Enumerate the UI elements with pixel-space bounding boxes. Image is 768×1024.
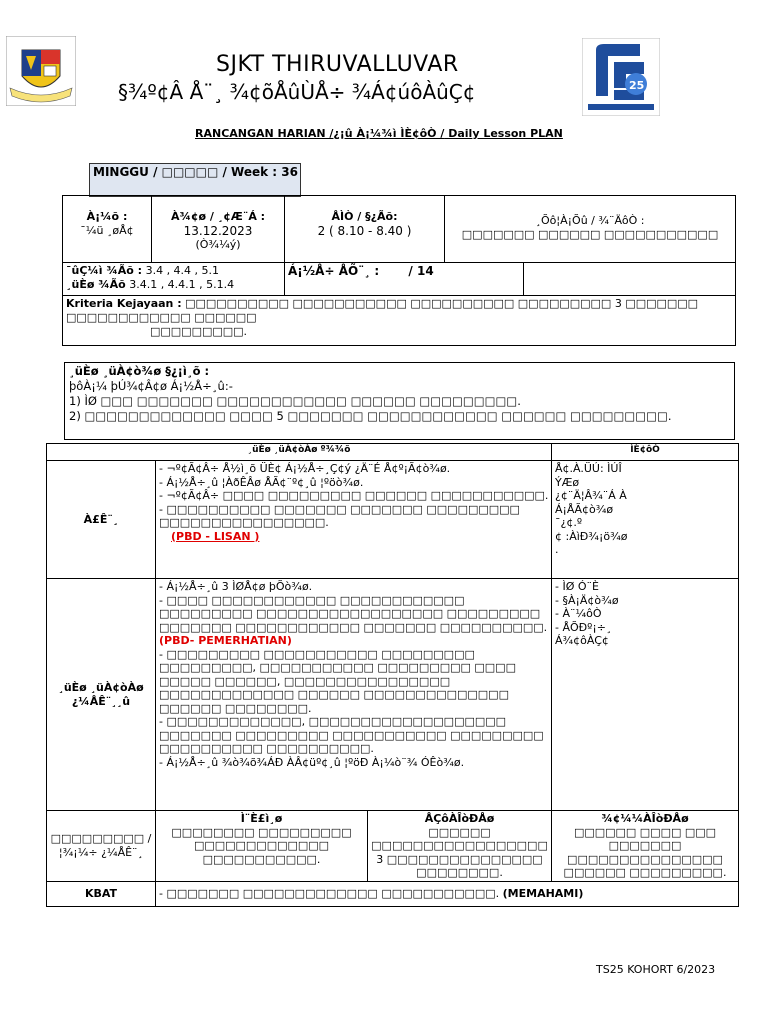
topic-cell bbox=[445, 196, 736, 263]
differentiation-text: □□□□□□ □□□□□□□□□□□□□□□□□ 3 □□□□□□□□□□□□□□□ □□□□□□□□. bbox=[371, 825, 548, 879]
objectives-heading: ¸üÈø ¸üÀ¢ò¾ø §¿¡ì¸õ : bbox=[69, 364, 210, 378]
objective-item: 1) ÌØ □□□ □□□□□□□ □□□□□□□□□□□□ □□□□□□ □□□□□□□□□. bbox=[69, 394, 521, 408]
criteria-label: Kriteria Kejayaan : bbox=[66, 297, 182, 310]
note-line: ¿¢¨Ä¦Â¾¨Á À bbox=[555, 489, 627, 502]
objective-item: 2) □□□□□□□□□□□□□ □□□□ 5 □□□□□□□ □□□□□□□□□□□□ □□□□□□ □□□□□□□□□. bbox=[69, 409, 672, 423]
activity-line: - Á¡½Å÷¸û ¾ò¾õ¾ÁÐ ÀÂ¢üº¢¸û ¦ºöÐ À¡¼ò¨¾ ÓÊò¾ø. bbox=[159, 755, 465, 769]
standard-label: ¯ûÇ¼ì ¾Ãõ : bbox=[66, 264, 143, 277]
ts25-logo bbox=[582, 38, 660, 116]
kbat-text: - □□□□□□□ □□□□□□□□□□□□□ □□□□□□□□□□□. bbox=[159, 886, 500, 900]
step-name: ¸üÈø ¸üÀ¢òÀø ¿¼ÅÊ¨¸¸û bbox=[47, 579, 156, 811]
note-line: - §À¡Ä¢ò¾ø bbox=[555, 593, 619, 607]
activity-line: □□□□□□□□□□ □□□□□□□□□□. bbox=[159, 742, 374, 755]
criteria-text-continued: □□□□□□□□□. bbox=[150, 325, 248, 338]
criteria-cell bbox=[63, 296, 736, 346]
differentiation-title: ÅÇôÀÎòÐÅø bbox=[424, 812, 495, 825]
step-activities bbox=[156, 461, 552, 579]
note-line: ¯¿¢.º bbox=[555, 516, 583, 529]
assessment-tag: (PBD - LISAN ) bbox=[171, 529, 260, 543]
activity-line: - ¬º¢Ã¢Â÷ Å½ì¸õ ÜÈ¢ Á¡½Å÷¸Ç¢ý ¿Ä¨É Å¢º¡Ã¢ò¾ø. bbox=[159, 462, 451, 475]
footer-text: TS25 KOHORT 6/2023 bbox=[596, 963, 716, 976]
activity-header: ¸üÈø ¸üÀ¢òÀø º¾¾õ bbox=[47, 444, 552, 461]
plan-title: RANCANGAN HARIAN /¿¡û À¡¼¾ì ÌÈ¢ôÒ / Daily Lesson PLAN bbox=[195, 127, 563, 140]
criteria-text: □□□□□□□□□□ □□□□□□□□□□□ □□□□□□□□□□ □□□□□□□□□ 3 □□□□□□□ □□□□□□□□□□□□ □□□□□□ bbox=[66, 297, 699, 324]
activity-line: - Á¡½Å÷¸û ¦ÀðÊÂø ÅÃ¢¨º¢¸û ¦ºöò¾ø. bbox=[159, 475, 364, 489]
svg-text:25: 25 bbox=[629, 79, 645, 92]
lesson-info-table bbox=[62, 195, 736, 346]
activity-line: □□□□□□ □□□□□□□□. bbox=[159, 701, 312, 715]
step-notes bbox=[552, 461, 739, 579]
note-line: Å¢.À.ÜÚ: ÌÚÎ bbox=[555, 462, 622, 475]
note-line: ÝÆø bbox=[555, 475, 580, 489]
activity-line: - □□□□□□□□□□ □□□□□□□ □□□□□□□ □□□□□□□□□ □□□□□□□□□□□□□□□□. bbox=[159, 502, 520, 529]
school-name: SJKT THIRUVALLUVAR bbox=[216, 52, 459, 77]
step-name: À£Ê¨¸ bbox=[47, 461, 156, 579]
date-label: À¾¢ø / ¸¢Æ¨Á : bbox=[170, 210, 266, 223]
note-line: Á¡ÅÃ¢ò¾ø bbox=[555, 502, 614, 516]
note-line: - ÌØ Ó¨È bbox=[555, 580, 599, 593]
day-value: (Ò¾¼ý) bbox=[195, 238, 241, 251]
subject-label: À¡¼õ : bbox=[86, 210, 128, 223]
activity-line: □□□□□ □□□□□□, □□□□□□□□□□□□□□□□ □□□□□□□□□□□□□ □□□□□□ □□□□□□□□□□□□□□ bbox=[159, 674, 509, 701]
assessment-tag: (PBD- PEMERHATIAN) bbox=[159, 634, 292, 647]
activity-line: - □□□□□□□□□□□□□, □□□□□□□□□□□□□□□□□□□ □□□□□□□ □□□□□□□□□ □□□□□□□□□□□ □□□□□□□□□ bbox=[159, 715, 544, 742]
topic-label: ¸Õô¦À¡Õû / ¾¨ÄôÒ : bbox=[535, 214, 645, 227]
activities-table bbox=[46, 443, 739, 907]
kbat-cell bbox=[156, 881, 739, 906]
objectives-box bbox=[64, 362, 735, 440]
notes-header: ÌÈ¢ôÒ bbox=[552, 444, 739, 461]
standard-cell bbox=[63, 263, 285, 296]
standard-value: 3.4 , 4.4 , 5.1 bbox=[145, 264, 220, 277]
kbat-tag: (MEMAHAMI) bbox=[502, 886, 584, 900]
activity-line: - □□□□□□□□□ □□□□□□□□□□□ □□□□□□□□□ □□□□□□□□□, □□□□□□□□□□□ □□□□□□□□□ □□□□ bbox=[159, 647, 516, 674]
differentiation-col bbox=[368, 811, 552, 882]
note-line: ¢ :ÀìÐ¾¡ö¾ø bbox=[555, 529, 628, 543]
pupils-cell bbox=[285, 263, 736, 296]
differentiation-text: □□□□□□□□ □□□□□□□□□ □□□□□□□□□□□□□ □□□□□□□□□□□. bbox=[171, 825, 352, 866]
kbat-label: KBAT bbox=[47, 881, 156, 906]
objectives-intro: þôÀ¡¼ þÚ¾¢Â¢ø Á¡½Å÷¸û:- bbox=[69, 379, 233, 393]
school-crest-logo bbox=[6, 36, 76, 106]
note-line: . bbox=[555, 543, 559, 556]
date-cell bbox=[152, 196, 285, 263]
differentiation-label: □□□□□□□□□ / ¦¾¡¼÷ ¿¼ÅÊ¨¸ bbox=[47, 811, 156, 882]
school-name-tamil: §¾º¢Â Å¨¸ ¾¢õÅûÙÅ÷ ¾Á¢úôÀûÇ¢ bbox=[118, 80, 476, 104]
differentiation-title: Ì¨È£ì¸ø bbox=[240, 812, 283, 825]
pupils-value: / 14 bbox=[408, 264, 434, 278]
note-line: Á¾¢ôÀÇ¢ bbox=[555, 634, 609, 647]
activity-line: - □□□□ □□□□□□□□□□□□ □□□□□□□□□□□□ □□□□□□□□□ □□□□□□□□□□□□□□□□□□ □□□□□□□□□ bbox=[159, 593, 541, 620]
step-notes bbox=[552, 579, 739, 811]
topic-value: □□□□□□□ □□□□□□ □□□□□□□□□□□ bbox=[461, 228, 719, 241]
differentiation-text: □□□□□□ □□□□ □□□ □□□□□□□ □□□□□□□□□□□□□□□ □□□□□□ □□□□□□□□□. bbox=[563, 825, 727, 879]
time-label: ÅÌÒ / §¿Ãõ: bbox=[331, 210, 398, 223]
subject-value: ¯¼ü ¸øÅ¢ bbox=[80, 224, 134, 237]
differentiation-title: ¾¢¼¼ÀÎòÐÅø bbox=[601, 812, 689, 825]
learning-standard-label: ¸üÈø ¾Ãõ bbox=[66, 278, 126, 291]
note-line: - À¨¼ôÒ bbox=[555, 607, 602, 620]
activity-line: - Á¡½Å÷¸û 3 ÌØÅ¢ø þÕò¾ø. bbox=[159, 580, 313, 593]
step-activities bbox=[156, 579, 552, 811]
differentiation-col bbox=[552, 811, 739, 882]
note-line: - ÅÕÐº¡÷¸ bbox=[555, 620, 612, 634]
activity-line: - ¬º¢Ã¢Â÷ □□□□ □□□□□□□□□ □□□□□□ □□□□□□□□□□□. bbox=[159, 489, 549, 502]
learning-standard-value: 3.4.1 , 4.4.1 , 5.1.4 bbox=[129, 278, 235, 291]
differentiation-col bbox=[156, 811, 368, 882]
time-value: 2 ( 8.10 - 8.40 ) bbox=[317, 224, 412, 238]
pupils-label: Á¡½Å÷ ÅÕ¨¸ : bbox=[288, 264, 380, 278]
date-value: 13.12.2023 bbox=[183, 224, 253, 238]
week-label: MINGGU / □□□□□ / Week : 36 bbox=[93, 165, 298, 179]
time-cell bbox=[285, 196, 445, 263]
subject-cell bbox=[63, 196, 152, 263]
week-label-box bbox=[89, 163, 301, 197]
activity-line: □□□□□□□ □□□□□□□□□□□□ □□□□□□□ □□□□□□□□□□.(PBD- PEMERHATIAN) bbox=[159, 620, 548, 647]
